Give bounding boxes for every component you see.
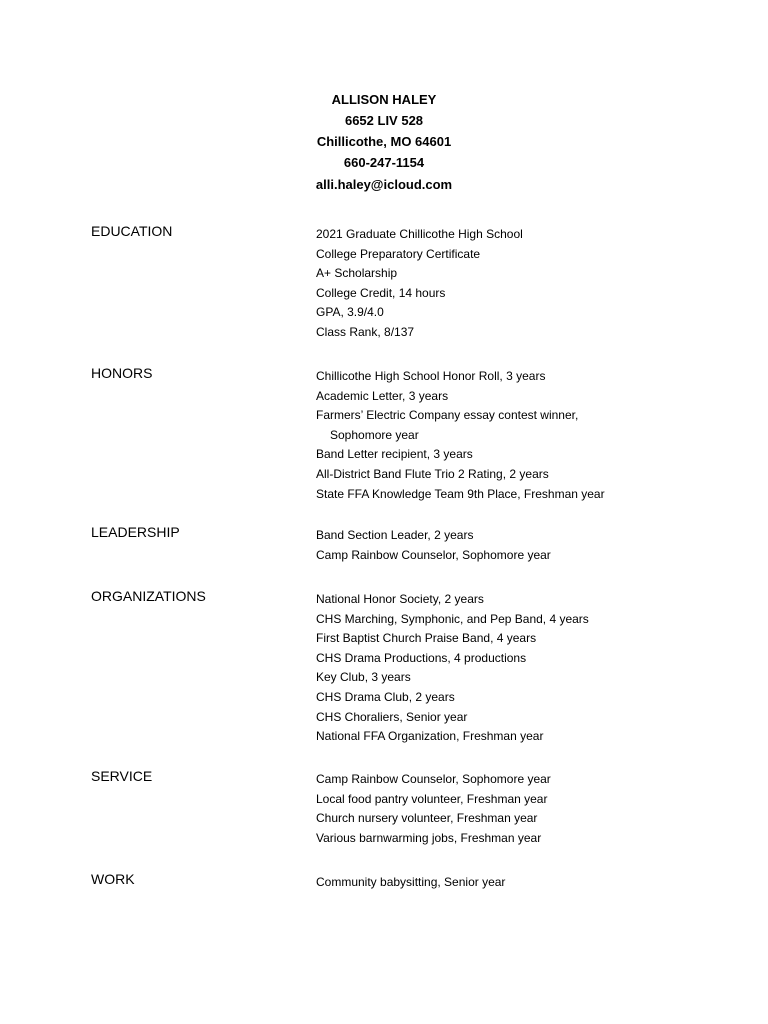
list-item: CHS Drama Productions, 4 productions xyxy=(316,650,527,665)
honors-list xyxy=(316,367,605,504)
organizations-list xyxy=(316,590,589,747)
list-item: CHS Marching, Symphonic, and Pep Band, 4 years xyxy=(316,611,589,626)
list-item: Band Letter recipient, 3 years xyxy=(316,447,473,462)
phone-number: 660-247-1154 xyxy=(343,155,425,170)
address-line-1: 6652 LIV 528 xyxy=(344,113,424,128)
organizations-heading: ORGANIZATIONS xyxy=(91,588,206,604)
list-item: Academic Letter, 3 years xyxy=(316,388,449,403)
list-item: GPA, 3.9/4.0 xyxy=(316,305,384,320)
address-line-2: Chillicothe, MO 64601 xyxy=(316,134,452,149)
list-item: College Credit, 14 hours xyxy=(316,285,446,300)
applicant-name: ALLISON HALEY xyxy=(331,92,437,107)
list-item: Church nursery volunteer, Freshman year xyxy=(316,811,538,826)
list-item: Camp Rainbow Counselor, Sophomore year xyxy=(316,547,551,562)
service-list xyxy=(316,770,551,848)
list-item: Class Rank, 8/137 xyxy=(316,324,415,339)
list-item: First Baptist Church Praise Band, 4 years xyxy=(316,631,537,646)
leadership-heading: LEADERSHIP xyxy=(91,524,180,540)
list-item: College Preparatory Certificate xyxy=(316,246,481,261)
list-item: Community babysitting, Senior year xyxy=(316,875,506,889)
list-item: All-District Band Flute Trio 2 Rating, 2 years xyxy=(316,466,549,481)
honors-heading: HONORS xyxy=(91,365,153,381)
list-item: Farmers’ Electric Company essay contest winner, xyxy=(316,408,579,423)
work-heading: WORK xyxy=(91,871,135,887)
work-list xyxy=(316,873,505,893)
list-item: CHS Choraliers, Senior year xyxy=(316,709,468,724)
list-item: National FFA Organization, Freshman year xyxy=(316,729,544,744)
list-item: Camp Rainbow Counselor, Sophomore year xyxy=(316,772,551,786)
leadership-list xyxy=(316,526,551,565)
list-item: CHS Drama Club, 2 years xyxy=(316,689,455,704)
list-item-continuation: Sophomore year xyxy=(330,427,419,442)
list-item: 2021 Graduate Chillicothe High School xyxy=(316,227,523,241)
education-list xyxy=(316,225,523,343)
list-item: State FFA Knowledge Team 9th Place, Freshman year xyxy=(316,486,605,501)
service-heading: SERVICE xyxy=(91,768,153,784)
education-heading: EDUCATION xyxy=(91,223,173,239)
list-item: Various barnwarming jobs, Freshman year xyxy=(316,830,542,845)
list-item: Chillicothe High School Honor Roll, 3 years xyxy=(316,369,546,383)
list-item: Band Section Leader, 2 years xyxy=(316,528,474,542)
email-address: alli.haley@icloud.com xyxy=(315,177,453,192)
list-item: Key Club, 3 years xyxy=(316,670,411,685)
list-item: National Honor Society, 2 years xyxy=(316,592,484,606)
list-item: Local food pantry volunteer, Freshman year xyxy=(316,791,548,806)
list-item: A+ Scholarship xyxy=(316,266,398,281)
